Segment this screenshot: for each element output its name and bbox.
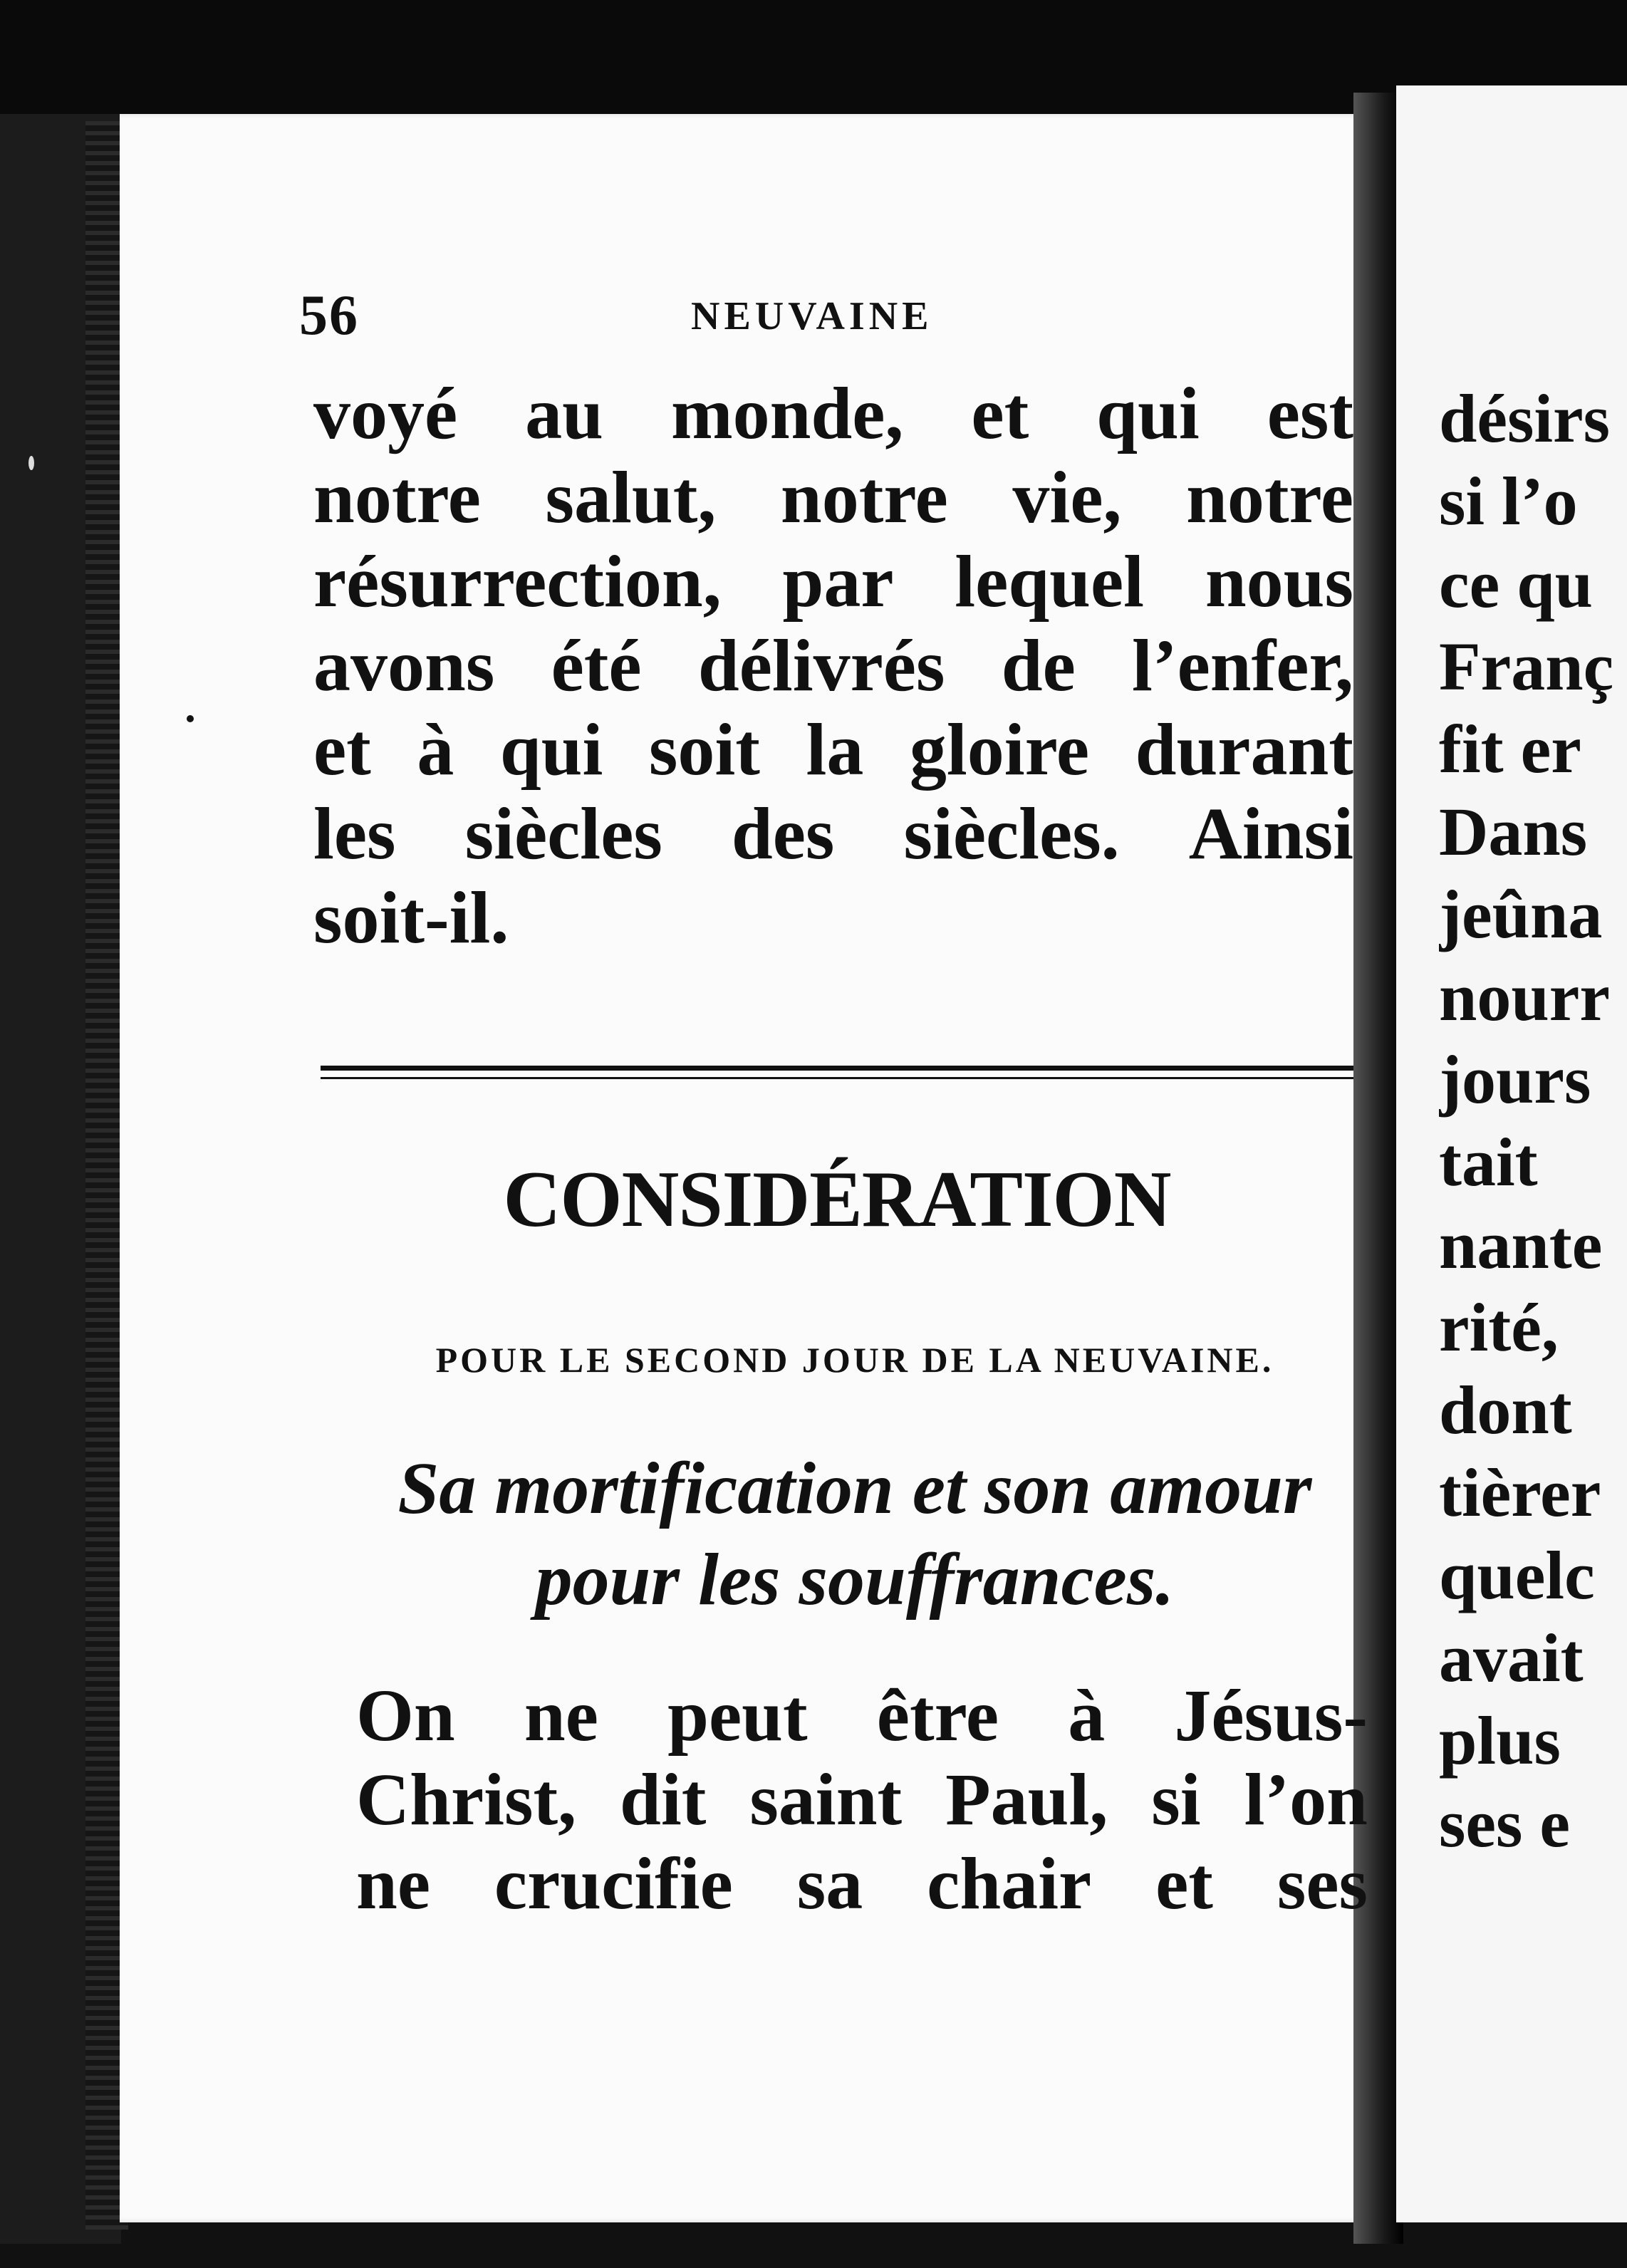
italic-heading-line-2: pour les souffrances. — [535, 1539, 1175, 1621]
text-line — [313, 456, 1353, 540]
italic-heading-line-1: Sa mortification et son amour — [397, 1447, 1312, 1529]
word: soit — [648, 709, 760, 791]
word: saint — [749, 1759, 903, 1841]
word: monde, — [670, 373, 904, 454]
word: notre — [1186, 457, 1353, 539]
right-page-line: quelc — [1439, 1537, 1595, 1613]
body-text-top — [313, 372, 1353, 960]
right-page-line: jours — [1439, 1041, 1591, 1118]
word: notre — [780, 457, 948, 539]
word: ne — [356, 1843, 430, 1925]
right-page-line: plus — [1439, 1702, 1561, 1779]
word: Ainsi — [1188, 793, 1353, 875]
right-page-line: nourr — [1439, 959, 1610, 1035]
right-page-line: dont — [1439, 1372, 1572, 1448]
running-head: NEUVAINE — [691, 294, 933, 338]
right-page-line: nante — [1439, 1207, 1603, 1283]
word: lequel — [955, 541, 1145, 623]
right-page-line: ce qu — [1439, 546, 1593, 622]
word: ne — [524, 1675, 598, 1757]
word: Paul, — [945, 1759, 1108, 1841]
word: vie, — [1012, 457, 1122, 539]
word: les — [313, 793, 396, 875]
word: nous — [1205, 541, 1353, 623]
word: à — [1068, 1675, 1106, 1757]
word: soit-il. — [313, 877, 509, 959]
word: si — [1151, 1759, 1201, 1841]
word: l’on — [1244, 1759, 1368, 1841]
word: notre — [313, 457, 481, 539]
section-subtitle: POUR LE SECOND JOUR DE LA NEUVAINE. — [435, 1340, 1274, 1380]
right-page-text — [1439, 378, 1627, 1865]
text-line — [313, 372, 1353, 456]
section-rule-thick — [321, 1066, 1353, 1071]
right-page-line: Dans — [1439, 794, 1588, 870]
word: durant — [1135, 709, 1353, 791]
text-line — [356, 1842, 1368, 1926]
word: crucifie — [494, 1843, 733, 1925]
word: des — [731, 793, 835, 875]
word: la — [806, 709, 864, 791]
text-line — [356, 1674, 1368, 1758]
right-page-line: rité, — [1439, 1289, 1559, 1366]
word: avons — [313, 625, 495, 707]
word: par — [782, 541, 894, 623]
word: résurrection, — [313, 541, 722, 623]
word: à — [417, 709, 454, 791]
right-page-line: Franç — [1439, 628, 1614, 704]
word: être — [876, 1675, 999, 1757]
body-text-bottom — [356, 1674, 1368, 1926]
right-page-line: ses e — [1439, 1785, 1570, 1861]
section-title: CONSIDÉRATION — [503, 1155, 1171, 1244]
right-page-line: jeûna — [1439, 876, 1603, 952]
speck — [28, 456, 34, 470]
speck — [187, 715, 194, 722]
word: et — [971, 373, 1029, 454]
word: et — [1155, 1843, 1213, 1925]
text-line — [313, 540, 1353, 624]
page-number: 56 — [299, 284, 359, 347]
word: siècles — [464, 793, 662, 875]
word: qui — [1096, 373, 1200, 454]
word: et — [313, 709, 371, 791]
word: de — [1001, 625, 1076, 707]
right-page-line: tait — [1439, 1124, 1538, 1200]
word: gloire — [909, 709, 1090, 791]
word: délivrés — [697, 625, 945, 707]
word: Jésus- — [1174, 1675, 1368, 1757]
word: On — [356, 1675, 455, 1757]
word: siècles. — [903, 793, 1120, 875]
word: ses — [1277, 1843, 1368, 1925]
word: chair — [927, 1843, 1092, 1925]
right-page-line: fit er — [1439, 711, 1581, 787]
right-page-line: avait — [1439, 1620, 1584, 1696]
word: Christ, — [356, 1759, 577, 1841]
right-page-line: si l’o — [1439, 463, 1578, 539]
word: voyé — [313, 373, 458, 454]
right-page-line: tièrer — [1439, 1455, 1601, 1531]
text-line — [313, 876, 1353, 960]
word: peut — [667, 1675, 808, 1757]
section-rule-thin — [321, 1077, 1353, 1079]
word: au — [525, 373, 603, 454]
word: est — [1267, 373, 1353, 454]
text-line — [313, 624, 1353, 708]
right-page-line: désirs — [1439, 380, 1610, 457]
word: sa — [796, 1843, 863, 1925]
word: dit — [620, 1759, 707, 1841]
word: salut, — [545, 457, 717, 539]
word: été — [551, 625, 642, 707]
text-line — [356, 1758, 1368, 1842]
text-line — [313, 708, 1353, 792]
word: qui — [499, 709, 603, 791]
text-line — [313, 792, 1353, 876]
word: l’enfer, — [1132, 625, 1353, 707]
